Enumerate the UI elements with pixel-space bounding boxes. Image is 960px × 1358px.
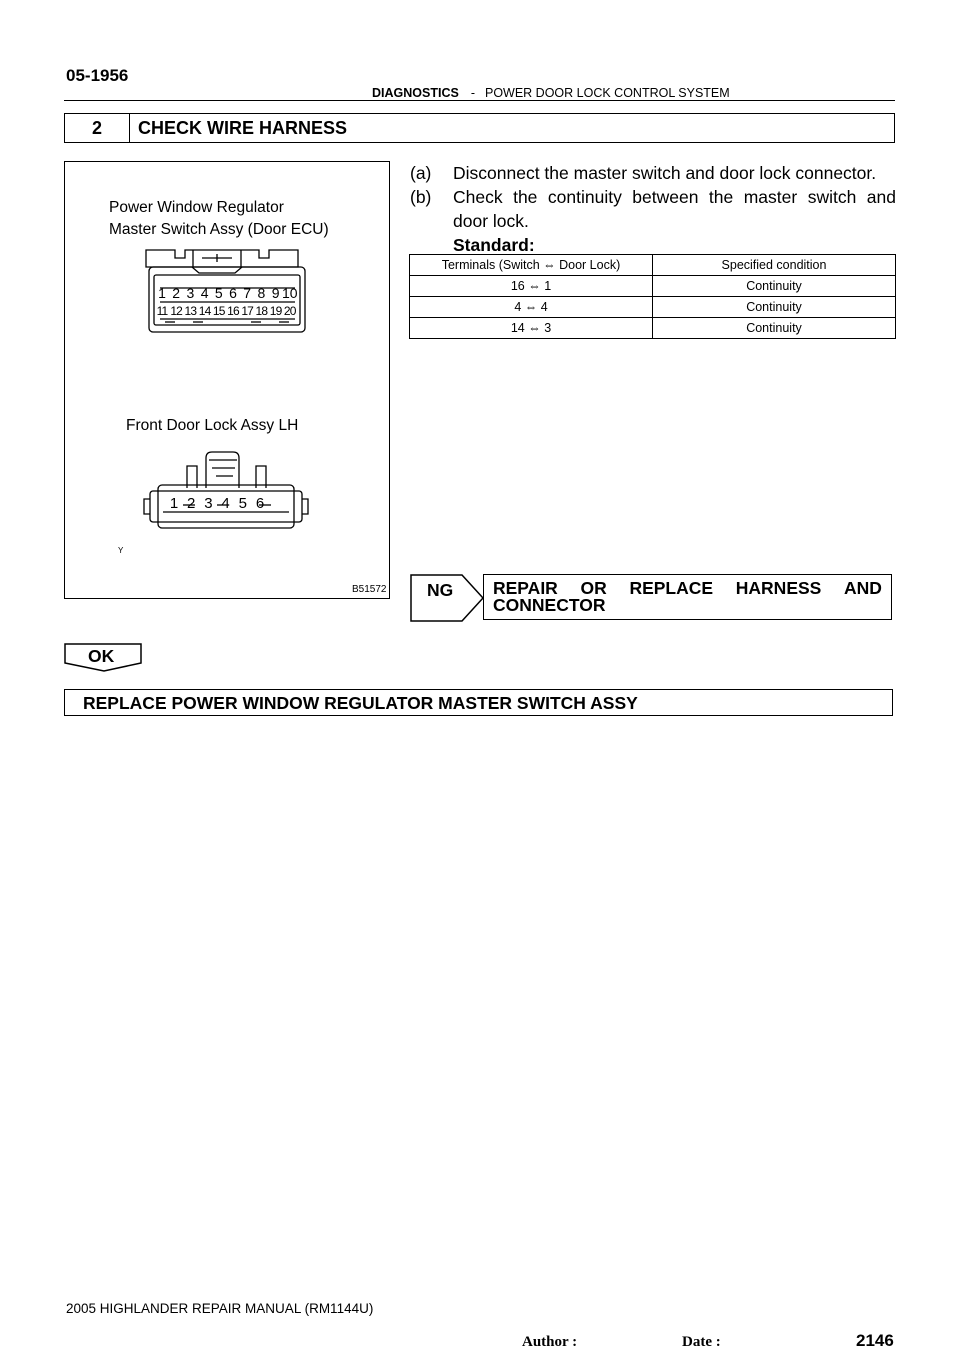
pin-label: 2 <box>187 495 196 512</box>
pin-label: 3 <box>204 495 213 512</box>
step-header <box>64 113 895 143</box>
table-cell: 4 ⇔ 4 <box>410 297 653 318</box>
ng-result-box <box>483 574 892 620</box>
door-lock-connector <box>144 452 308 528</box>
pin-label: 14 <box>198 304 211 318</box>
spec-table <box>409 254 896 339</box>
section-separator: - <box>470 86 475 100</box>
instruction-text: Check the continuity between the master switch and door lock. <box>453 187 896 231</box>
pin-label: 10 <box>282 285 298 301</box>
ng-word: HARNESS <box>735 578 822 598</box>
instruction-item <box>410 161 896 185</box>
instruction-text: Disconnect the master switch and door lock connector. <box>453 163 877 183</box>
pin-label: 4 <box>221 495 230 512</box>
instructions <box>410 161 896 257</box>
ng-word: AND <box>844 578 882 598</box>
color-code: Y <box>118 546 124 555</box>
header-rule <box>64 100 895 101</box>
pin-label: 7 <box>243 285 252 301</box>
standard-label: Standard: <box>453 235 535 255</box>
footer-date-label: Date : <box>682 1334 721 1350</box>
table-cell: 14 ⇔ 3 <box>410 318 653 339</box>
pin-label: 5 <box>238 495 247 512</box>
pin-label: 18 <box>255 304 268 318</box>
pin-label: 1 <box>169 495 179 512</box>
figure-id: B51572 <box>352 584 387 595</box>
instruction-item <box>410 185 896 233</box>
pin-label: 13 <box>184 304 197 318</box>
table-header-row <box>410 255 896 276</box>
pin-label: 20 <box>283 304 296 318</box>
pin-label: 6 <box>255 495 265 512</box>
table-header-cell: Terminals (Switch ⇔ Door Lock) <box>410 255 653 276</box>
pin-label: 6 <box>229 285 237 301</box>
connector-diagram <box>65 162 389 598</box>
table-cell: Continuity <box>653 276 896 297</box>
final-action-box: REPLACE POWER WINDOW REGULATOR MASTER SWITCH ASSY <box>64 689 893 716</box>
door-lock-pin-labels <box>170 495 264 512</box>
master-switch-label-line2: Master Switch Assy (Door ECU) <box>109 221 329 238</box>
ok-label: OK <box>88 646 115 666</box>
pin-label: 8 <box>257 285 266 301</box>
table-cell: 16 ⇔ 1 <box>410 276 653 297</box>
pin-label: 16 <box>227 304 239 318</box>
pin-label: 9 <box>271 285 280 301</box>
ng-label: NG <box>427 580 454 600</box>
connector-figure <box>64 161 390 599</box>
master-switch-label-line1: Power Window Regulator <box>109 199 284 216</box>
ng-word: REPLACE <box>629 578 714 598</box>
instruction-label: (a) <box>410 163 432 183</box>
pin-label: 12 <box>170 304 183 318</box>
table-row <box>410 297 896 318</box>
table-cell: Continuity <box>653 297 896 318</box>
pin-label: 15 <box>212 304 225 318</box>
step-title: CHECK WIRE HARNESS <box>138 117 348 138</box>
pin-label: 11 <box>156 304 168 318</box>
door-lock-label: Front Door Lock Assy LH <box>126 417 299 434</box>
pin-label: 17 <box>241 304 254 318</box>
ng-arrow-tag <box>410 574 486 629</box>
ng-word: REPAIR <box>493 578 558 598</box>
pin-label: 1 <box>158 285 166 301</box>
pin-label: 3 <box>186 285 195 301</box>
section-title: DIAGNOSTICS <box>372 86 459 100</box>
step-number: 2 <box>65 114 130 142</box>
ng-result-line2: CONNECTOR <box>493 595 606 615</box>
table-header-cell: Specified condition <box>653 255 896 276</box>
footer-manual-title: 2005 HIGHLANDER REPAIR MANUAL (RM1144U) <box>66 1301 374 1316</box>
section-header <box>372 86 730 100</box>
table-row <box>410 276 896 297</box>
ng-word: OR <box>580 578 607 598</box>
footer-page-number: 2146 <box>856 1331 894 1350</box>
page-number: 05-1956 <box>66 66 129 85</box>
pin-label: 4 <box>200 285 209 301</box>
table-cell: Continuity <box>653 318 896 339</box>
pin-label: 5 <box>214 285 223 301</box>
subsection-title: POWER DOOR LOCK CONTROL SYSTEM <box>484 86 730 100</box>
pin-label: 2 <box>172 285 181 301</box>
instruction-label: (b) <box>410 187 432 207</box>
table-row <box>410 318 896 339</box>
ok-arrow-tag <box>64 643 144 678</box>
footer-author-label: Author : <box>522 1334 578 1350</box>
pin-label: 19 <box>269 304 282 318</box>
